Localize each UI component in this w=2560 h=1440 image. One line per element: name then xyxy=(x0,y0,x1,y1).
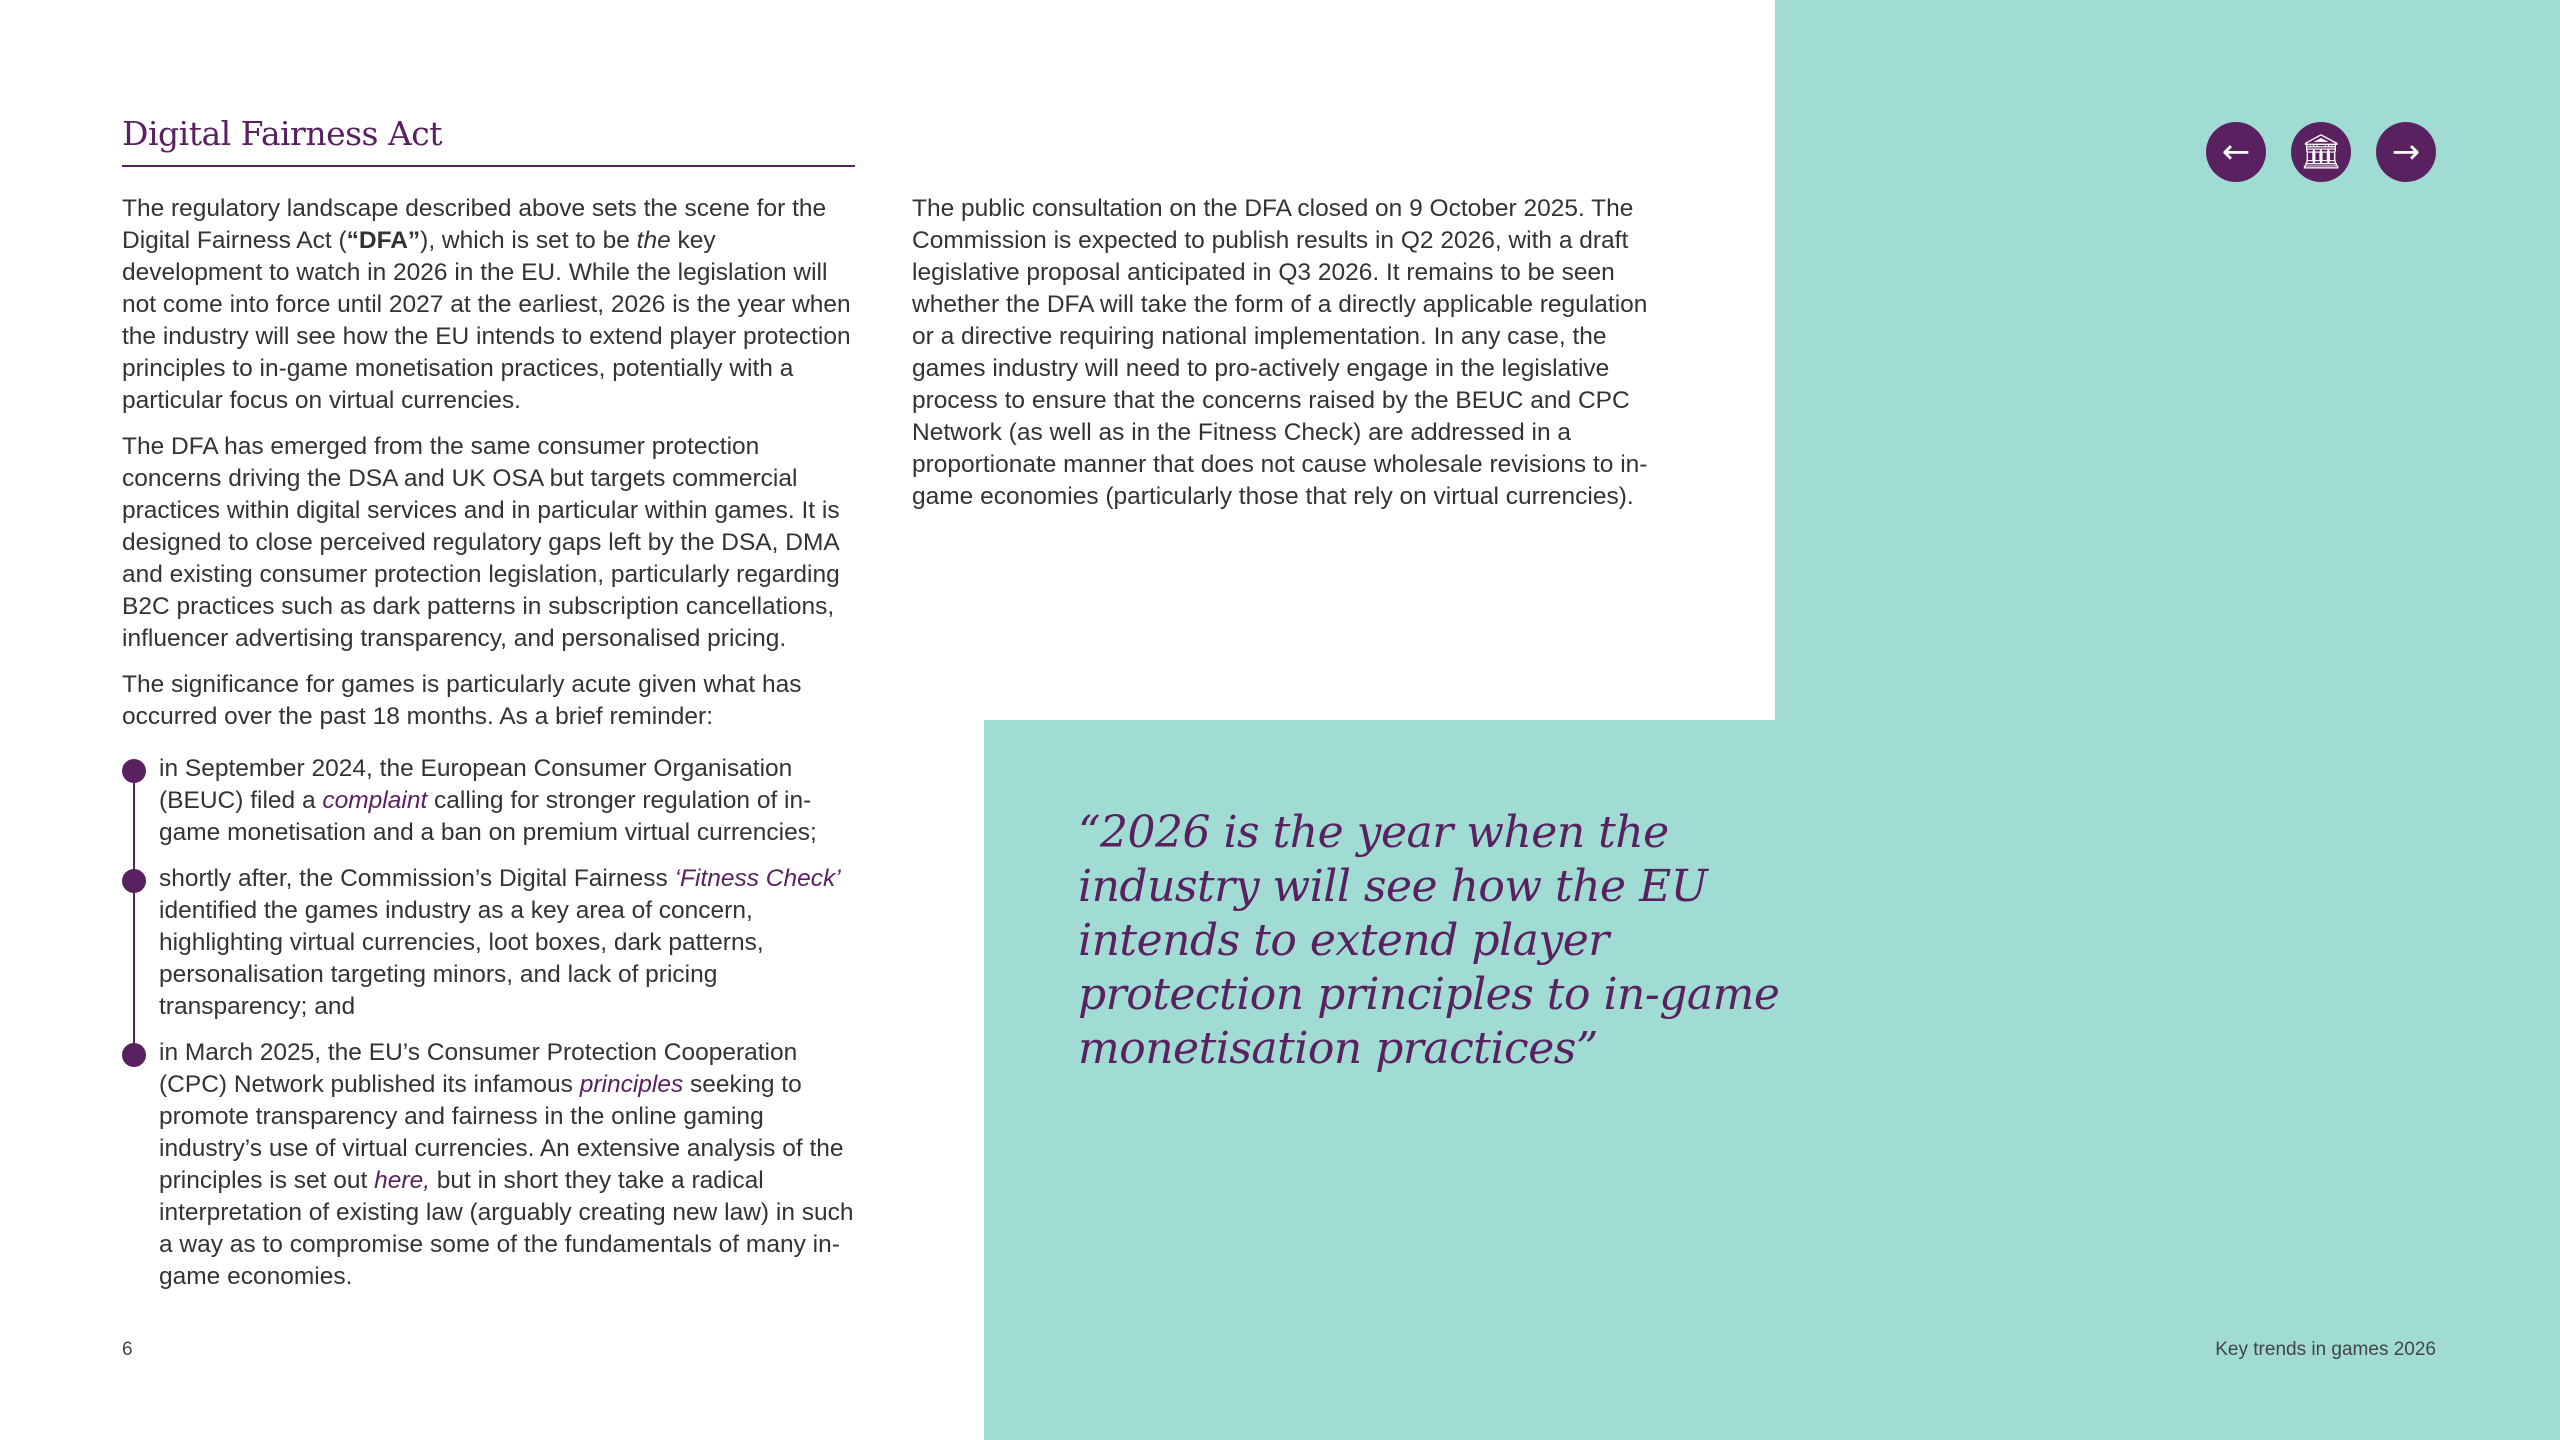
publication-title: Key trends in games 2026 xyxy=(2215,1339,2436,1360)
fitness-check-link[interactable]: ‘Fitness Check’ xyxy=(674,865,841,892)
bullet2-text-a: shortly after, the Commission’s Digital Fairness xyxy=(159,865,675,892)
intro-text-c: ), which is set to be xyxy=(420,227,637,254)
complaint-link[interactable]: complaint xyxy=(322,787,428,814)
home-button[interactable] xyxy=(2291,122,2351,182)
bullet2-text-b: identified the games industry as a key area of concern, highlighting virtual currencies, loot boxes, dark patterns, personalisation targeting minors, and lack of pricing transparency; and xyxy=(159,897,764,1020)
title-underline xyxy=(122,165,855,167)
paragraph-consultation: The public consultation on the DFA closed on 9 October 2025. The Commission is expected to publish results in Q2 2026, with a draft legislative proposal anticipated in Q3 2026. It remains to be seen whether the DFA will take the form of a directly applicable regulation or a directive requiring national implementation. In any case, the games industry will need to pro-actively engage in the legislative process to ensure that the concerns raised by the BEUC and CPC Network (as well as in the Fitness Check) are addressed in a proportionate manner that does not cause wholesale revisions to in-game economies (particularly those that rely on virtual currencies). xyxy=(912,195,1648,510)
page-title: Digital Fairness Act xyxy=(122,114,443,153)
teal-panel-top xyxy=(1775,0,2560,720)
bullet3-text-c: but in short they take a radical interpretation of existing law (arguably creating new law) in such a way as to compromise some of the fundamentals of many in-game economies. xyxy=(159,1167,854,1290)
timeline-bullet-list xyxy=(122,753,857,1293)
bullet3-text-b: seeking to promote transparency and fairness in the online gaming industry’s use of virtual currencies. An extensive analysis of the principles is set out xyxy=(159,1071,844,1194)
bullet-dot-icon xyxy=(122,759,146,783)
intro-emphasis: the xyxy=(636,227,671,254)
institution-icon: 🏛 xyxy=(2299,132,2343,172)
next-page-button[interactable] xyxy=(2376,122,2436,182)
intro-text-e: key development to watch in 2026 in the EU. While the legislation will not come into force until 2027 at the earliest, 2026 is the year when the industry will see how the EU intends to extend player protection principles to in-game monetisation practices, potentially with a particular focus on virtual currencies. xyxy=(122,227,851,414)
bullet3-text-a: in March 2025, the EU’s Consumer Protection Cooperation (CPC) Network published its infamous xyxy=(159,1039,798,1098)
previous-page-button[interactable] xyxy=(2206,122,2266,182)
paragraph-intro xyxy=(122,193,857,417)
list-item xyxy=(122,863,857,1023)
arrow-left-icon: ← xyxy=(2221,132,2251,172)
principles-link[interactable]: principles xyxy=(579,1071,684,1098)
left-column xyxy=(122,193,857,1307)
paragraph-dfa-emergence: The DFA has emerged from the same consumer protection concerns driving the DSA and UK OSA but targets commercial practices within digital services and in particular within games. It is designed to close perceived regulatory gaps left by the DSA, DMA and existing consumer protection legislation, particularly regarding B2C practices such as dark patterns in subscription cancellations, influencer advertising transparency, and personalised pricing. xyxy=(122,433,840,652)
bullet-dot-icon xyxy=(122,869,146,893)
bullet-dot-icon xyxy=(122,1043,146,1067)
page-number: 6 xyxy=(122,1339,133,1360)
list-item xyxy=(122,1037,857,1293)
analysis-here-link[interactable]: here, xyxy=(374,1167,430,1194)
intro-dfa-term: “DFA” xyxy=(346,227,421,254)
list-item xyxy=(122,753,857,849)
intro-text-a: The regulatory landscape described above sets the scene for the Digital Fairness Act ( xyxy=(122,195,827,254)
right-column xyxy=(912,193,1652,527)
bullet1-text-a: in September 2024, the European Consumer Organisation (BEUC) filed a xyxy=(159,755,793,814)
paragraph-significance: The significance for games is particularly acute given what has occurred over the past 18 months. As a brief reminder: xyxy=(122,671,802,730)
arrow-right-icon: → xyxy=(2391,132,2421,172)
bullet1-text-b: calling for stronger regulation of in-game monetisation and a ban on premium virtual currencies; xyxy=(159,787,817,846)
pull-quote: “2026 is the year when the industry will see how the EU intends to extend player protection principles to in-game monetisation practices” xyxy=(1078,807,1780,1074)
